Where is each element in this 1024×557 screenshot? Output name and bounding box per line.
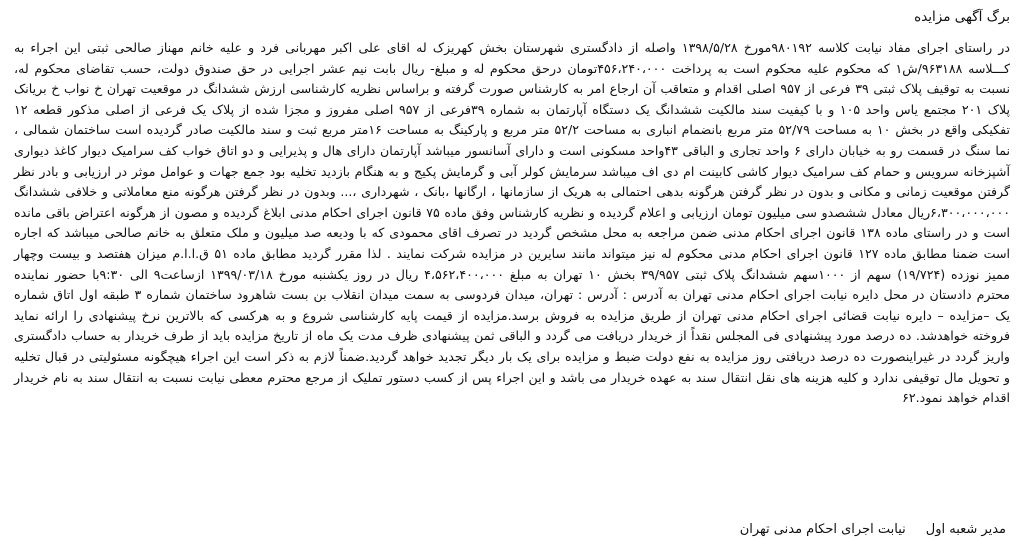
- signature-position: مدیر شعبه اول: [925, 522, 1006, 537]
- signature-block: [740, 521, 1006, 539]
- notice-body: در راستای اجرای مفاد نیابت کلاسه ۹۸۰۱۹۲مورخ ۱۳۹۸/۵/۲۸ واصله از دادگستری شهرستان بخش کهریزک له اقای علی اکبر مهربانی فرد و علیه خانم مهناز صالحی ثبتی این اجراء به کـــلاسه ۹۶۳۱۸۸/ش۱ که محکوم علیه محکوم است به پرداخت ۴۵۶،۲۴۰،۰۰۰تومان درحق محکوم له و مبلغ- ریال بابت نیم عشر اجرایی در حق صندوق دولت، حسب تقاضای محکوم له، نسبت به توقیف پلاک ثبتی ۳۹ فرعی از ۹۵۷ اصلی اقدام و متعاقب آن ارجاع امر به کارشناس صورت گرفته و براساس نظریه کارشناسی ارزش ششدانگ در موقعیت تهران خ نواب خ بریانک پلاک ۲۰۱ مجتمع یاس واحد ۱۰۵ و با کیفیت سند مالکیت ششدانگ یک دستگاه آپارتمان به شماره ۳۹فرعی از ۹۵۷ اصلی مفروز و مجزا شده از پلاک یک فرعی از اصلی مذکور قطعه ۱۲ تفکیکی واقع در بخش ۱۰ به مساحت ۵۲/۷۹ متر مربع بانضمام انباری به مساحت ۵۲/۲ متر مربع و پارکینگ به مساحت ۱۶متر مربع ثبت و سند مالکیت صادر گردیده است ساختمان شمالی ، نما سنگ در قسمت رو به خیابان دارای ۶ واحد تجاری و الباقی ۴۳واحد مسکونی است و دارای آسانسور میباشد آپارتمان دارای هال و پذیرایی و دو اتاق خواب کف سرامیک دیوار کاغذ دیواری آشپزخانه سرویس و حمام کف سرامیک دیوار کاشی کابینت ام دی اف میباشد سرمایش کولر آبی و گرمایش پکیج و به هنگام بازدید تخلیه بود جمع جهات و عوامل موثر در ارزیابی و بادر نظر گرفتن موقعیت زمانی و مکانی و بدون در نظر گرفتن هرگونه بدهی احتمالی به هریک از سازمانها ، ارگانها ،بانک ، شهرداری ،... وبدون در نظر گرفتن هرگونه منع معاملاتی و خلافی ششدانگ ۶،۳۰۰،۰۰۰،۰۰۰ریال معادل ششصدو سی میلیون تومان ارزیابی و اعلام گردیده و نظریه کارشناس وفق ماده ۷۵ قانون اجرای احکام مدنی ابلاغ گردیده و مصون از هرگونه اعتراض باقی مانده است و در راستای ماده ۱۳۸ قانون اجرای احکام مدنی ضمن مراجعه به محل مشخص گردید در تصرف اقای محمودی که با ودیعه صد میلیون و ملک متعلق به خانم صالحی میباشد که اجاره است ضمنا مطابق ماده ۱۲۷ قانون اجرای احکام مدنی محکوم له نیز میتواند مانند سایرین در مزایده شرکت نمایند . لذا مقرر گردید مطابق ماده ۵۱ ق.ا.ا.م میزان هفتصد و بیست وچهار ممیز نوزده (۱۹/۷۲۴) سهم از ۱۰۰۰سهم ششدانگ پلاک ثبتی ۳۹/۹۵۷ بخش ۱۰ تهران به مبلغ ۴،۵۶۲،۴۰۰،۰۰۰ ریال در روز یکشنبه مورخ ۱۳۹۹/۰۳/۱۸ ازساعت۹ الی ۹:۳۰با حضور نماینده محترم دادستان در محل دایره نیابت اجرای احکام مدنی تهران به آدرس : آدرس : تهران، میدان فردوسی به سمت میدان انقلاب بن بست شاهرود ساختمان شماره ۳ طبقه اول اتاق شماره یک –مزایده – دایره نیابت قضائی اجرای احکام مدنی تهران از طریق مزایده به فروش برسد.مزایده از قیمت پایه کارشناسی شروع و به هرکسی که بالاترین نرخ پیشنهادی را ارائه نماید فروخته خواهدشد. ده درصد مورد پیشنهادی فی المجلس نقداً از خریدار دریافت می گردد و الباقی ثمن پیشنهادی ظرف مدت یک ماه از تاریخ مزایده باید از طرف خریدار به حساب دادگستری واریز گردد در غیراینصورت ده درصد دریافتی روز مزایده به نفع دولت ضبط و مزایده برای یک بار دیگر تجدید خواهد گردید.ضمناً لازم به ذکر است این اجراء هیچگونه مسئولیتی در قبال تخلیه و تحویل مال توقیفی ندارد و کلیه هزینه های نقل انتقال سند به عهده خریدار می باشد و این اجراء پس از کسب دستور تملیک از مرجع محترم معطی نیابت نسبت به انتقال سند به نام خریدار اقدام خواهد نمود.۶۲: [14, 40, 1011, 406]
- signature-office: نیابت اجرای احکام مدنی تهران: [739, 522, 906, 537]
- notice-title: برگ آگهی مزایده: [914, 9, 1010, 25]
